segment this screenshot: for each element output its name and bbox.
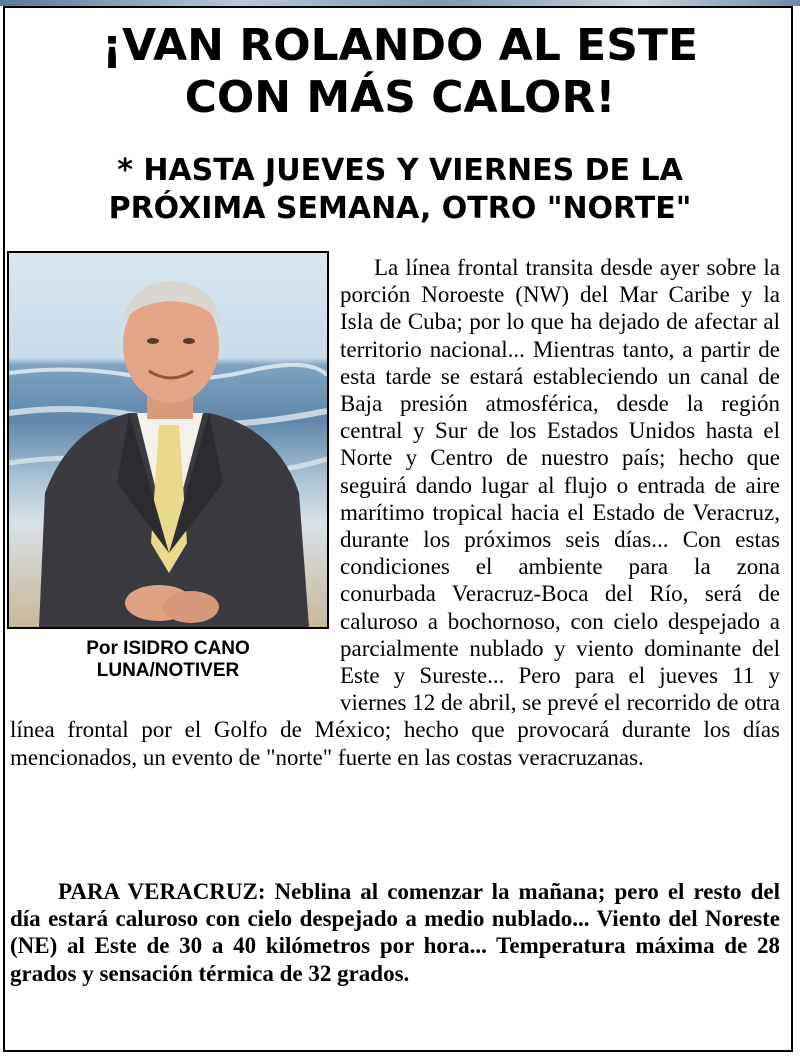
article-body	[10, 254, 780, 771]
subheadline-line-1: * HASTA JUEVES Y VIERNES DE LA	[117, 153, 683, 188]
headline	[0, 20, 800, 124]
headline-line-1: ¡VAN ROLANDO AL ESTE	[102, 20, 698, 71]
article-body-text: La línea frontal transita desde ayer sobre la porción Noroeste (NW) del Mar Caribe y la Isla de Cuba; por lo que ha dejado de afectar al territorio nacional... Mientras tanto, a partir de esta tarde se estará estableciendo un canal de Baja presión atmosférica, desde la región central y Sur de los Estados Unidos hasta el Norte y Centro de nuestro país; hecho que seguirá dando lugar al flujo o entrada de aire marítimo tropical hacia el Estado de Veracruz, durante los próximos seis días... Con estas condiciones el ambiente para la zona conurbada Veracruz-Boca del Río, será de caluroso a bochornoso, con cielo despejado a parcialmente nublado y viento dominante del Este y Sureste... Pero para el jueves 11 y viernes 12 de abril, se prevé el recorrido de otra línea frontal por el Golfo de México; hecho que provocará durante los días mencionados, un evento de "norte" fuerte en las costas veracruzanas.	[10, 255, 780, 770]
subheadline	[0, 152, 800, 228]
byline-line-1: Por ISIDRO CANO	[86, 638, 250, 659]
subheadline-line-2: PRÓXIMA SEMANA, OTRO "NORTE"	[108, 191, 692, 226]
forecast-paragraph: PARA VERACRUZ: Neblina al comenzar la mañana; pero el resto del día estará caluroso con cielo despejado a medio nublado... Viento del Noreste (NE) al Este de 30 a 40 kilómetros por hora... Temperatura máxima de 28 grados y sensación térmica de 32 grados.	[10, 879, 780, 986]
headline-line-2: CON MÁS CALOR!	[184, 72, 616, 123]
photo-wrap-spacer	[10, 254, 340, 704]
byline-line-2: LUNA/NOTIVER	[96, 660, 240, 681]
